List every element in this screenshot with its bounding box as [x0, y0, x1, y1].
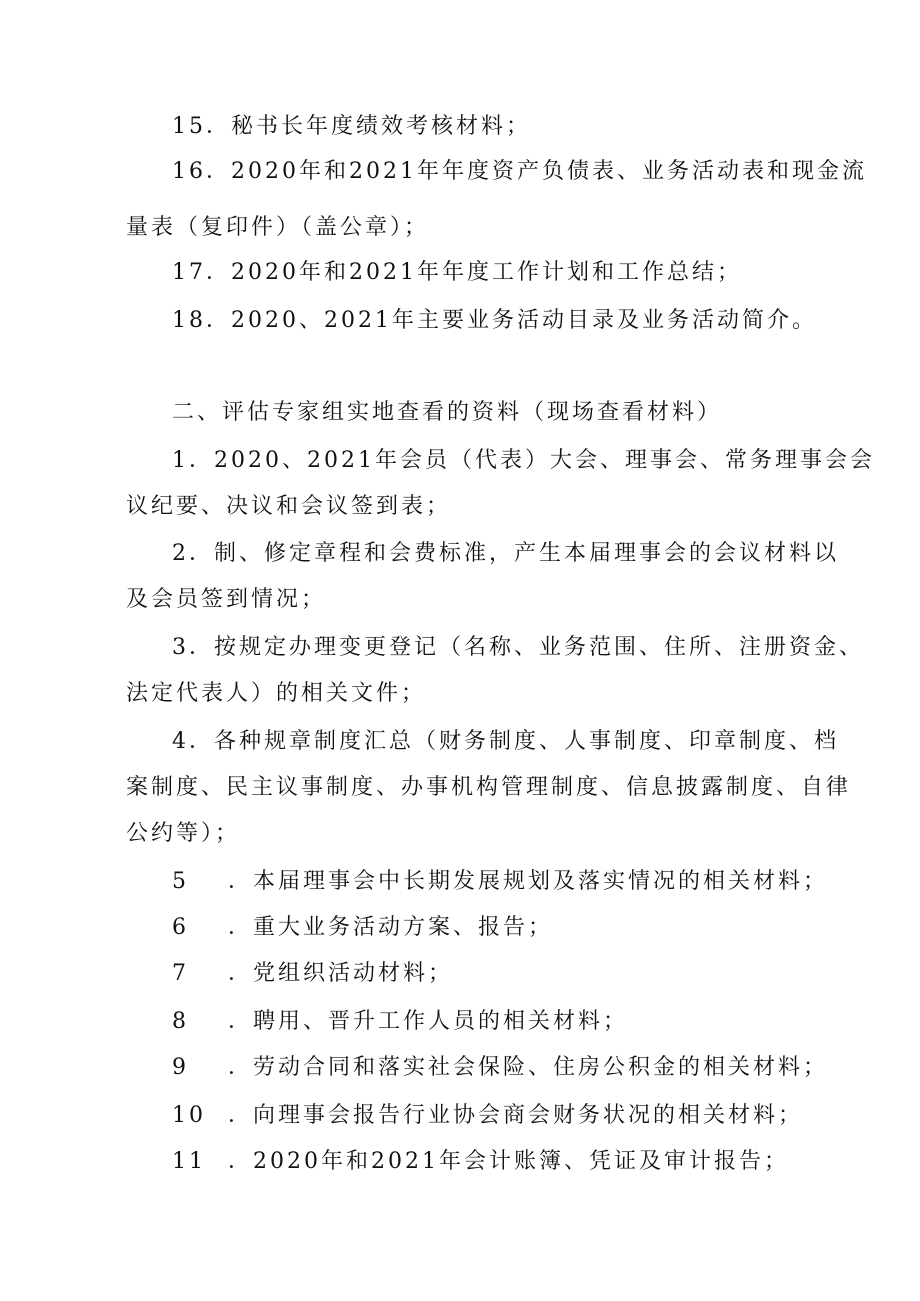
item-number: 10 [172, 1103, 206, 1128]
item-3: 3．按规定办理变更登记（名称、业务范围、住所、注册资金、 [172, 635, 864, 660]
item-number: 8 [172, 1009, 189, 1034]
item-17: 17．2020年和2021年年度工作计划和工作总结； [172, 260, 742, 285]
item-number: 9 [172, 1055, 189, 1080]
item-text: ．党组织活动材料； [228, 961, 454, 986]
item-1-continuation: 议纪要、决议和会议签到表； [126, 494, 452, 519]
item-16-continuation: 量表（复印件）（盖公章）； [126, 215, 430, 240]
list-item [172, 959, 453, 989]
list-item [172, 913, 553, 943]
item-text: ．劳动合同和落实社会保险、住房公积金的相关材料； [228, 1055, 829, 1080]
section-heading: 二、评估专家组实地查看的资料（现场查看材料） [172, 400, 723, 425]
item-16: 16．2020年和2021年年度资产负债表、业务活动表和现金流 [172, 159, 867, 184]
list-item [172, 867, 828, 897]
item-3-continuation: 法定代表人）的相关文件； [126, 681, 427, 706]
item-18: 18．2020、2021年主要业务活动目录及业务活动简介。 [172, 308, 817, 333]
list-item [172, 1147, 789, 1177]
list-item [172, 1007, 628, 1037]
item-text: ．重大业务活动方案、报告； [228, 915, 554, 940]
item-2: 2．制、修定章程和会费标准，产生本届理事会的会议材料以 [172, 541, 839, 566]
item-number: 5 [172, 869, 189, 894]
item-text: ．本届理事会中长期发展规划及落实情况的相关材料； [228, 869, 829, 894]
item-15: 15．秘书长年度绩效考核材料； [172, 114, 531, 139]
item-4-continuation-2: 公约等）； [126, 821, 241, 846]
item-1: 1．2020、2021年会员（代表）大会、理事会、常务理事会会 [172, 448, 875, 473]
item-number: 7 [172, 961, 189, 986]
list-item [172, 1053, 828, 1083]
item-4: 4．各种规章制度汇总（财务制度、人事制度、印章制度、档 [172, 729, 839, 754]
item-4-continuation-1: 案制度、民主议事制度、办事机构管理制度、信息披露制度、自律 [126, 775, 852, 800]
item-number: 11 [172, 1149, 206, 1174]
item-text: ．聘用、晋升工作人员的相关材料； [228, 1009, 629, 1034]
list-item [172, 1101, 803, 1131]
item-2-continuation: 及会员签到情况； [126, 587, 327, 612]
item-text: ．2020年和2021年会计账簿、凭证及审计报告； [228, 1149, 789, 1174]
item-text: ．向理事会报告行业协会商会财务状况的相关材料； [228, 1103, 804, 1128]
item-number: 6 [172, 915, 189, 940]
